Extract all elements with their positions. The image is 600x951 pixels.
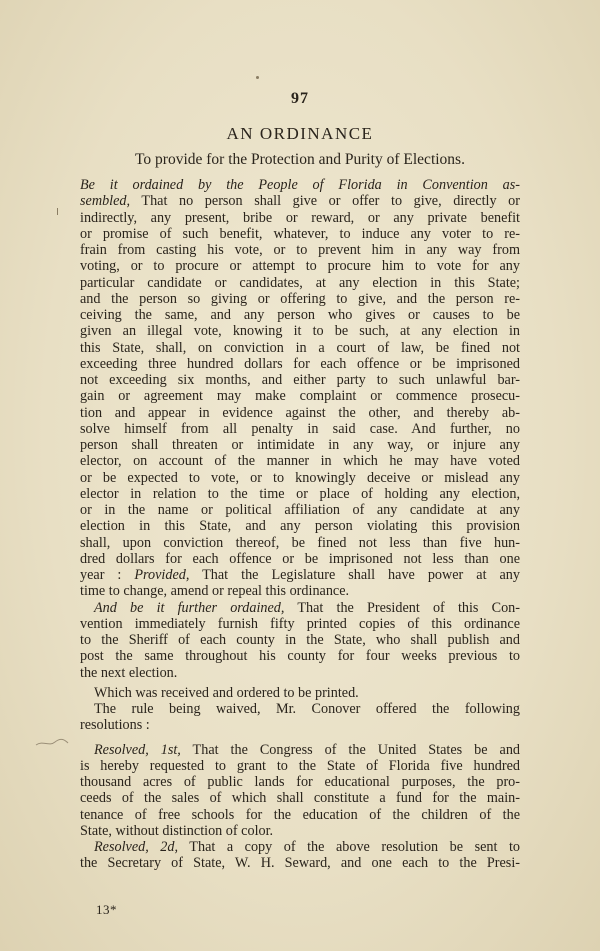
- text-line: [80, 291, 520, 307]
- text-line: [80, 774, 520, 790]
- line-text: not exceeding six months, and either party to such unlawful bar-: [80, 372, 520, 388]
- line-text: or be expected to vote, or to knowingly deceive or mislead any: [80, 469, 520, 486]
- line-text: time to change, amend or repeal this ordinance.: [80, 583, 350, 600]
- text-line: [80, 405, 520, 421]
- line-text: elector in relation to the time or place of holding any election,: [80, 485, 520, 502]
- line-text: year :: [80, 567, 135, 583]
- line-text: to the Sheriff of each county in the State, who shall publish and: [80, 632, 520, 648]
- text-line: [80, 242, 520, 258]
- text-line: [80, 323, 520, 339]
- line-text: given an illegal vote, knowing it to be such, at any election in: [80, 323, 520, 340]
- text-line: [80, 790, 520, 806]
- line-text: resolutions :: [80, 717, 150, 734]
- text-line: [80, 839, 520, 855]
- text-line: [80, 551, 520, 567]
- text-line: [80, 518, 520, 534]
- text-line: [80, 210, 520, 226]
- ordinance-title: AN ORDINANCE: [226, 124, 374, 143]
- line-text: Which was received and ordered to be printed.: [94, 684, 359, 701]
- text-line: [80, 502, 520, 518]
- line-text: That a copy of the above resolution be sent to: [178, 839, 520, 855]
- line-text: post the same throughout his county for four weeks previous to: [80, 648, 520, 665]
- line-text: tion and appear in evidence against the other, and thereby ab-: [80, 404, 520, 421]
- text-line: [80, 275, 520, 291]
- italic-text: Resolved, 1st,: [94, 741, 181, 758]
- line-text: voting, or to procure or attempt to procure him to vote for any: [80, 258, 520, 275]
- text-line: [80, 567, 520, 583]
- line-text: person shall threaten or intimidate in any way, or injure any: [80, 437, 520, 453]
- text-line: [80, 437, 520, 453]
- text-line: [80, 421, 520, 437]
- margin-pencil-mark: [35, 737, 69, 749]
- line-text: tenance of free schools for the education of the children of the: [80, 806, 520, 823]
- line-text: solve himself from all penalty in said case. And further, no: [80, 420, 520, 437]
- line-text: gain or agreement may make complaint or commence prosecu-: [80, 388, 520, 405]
- line-text: That the Congress of the United States be and: [180, 741, 521, 758]
- margin-tick: [57, 208, 58, 215]
- text-line: [80, 372, 520, 388]
- line-text: dred dollars for each offence or be imprisoned not less than one: [80, 550, 520, 567]
- line-text: thousand acres of public lands for educational purposes, the pro-: [80, 774, 520, 790]
- text-line: [80, 258, 520, 274]
- paragraph-gap: [80, 734, 520, 742]
- ordinance-subtitle: To provide for the Protection and Purity of Elections.: [135, 151, 465, 168]
- text-line: [80, 665, 520, 681]
- line-text: That the President of this Con-: [284, 599, 520, 616]
- text-line: [80, 807, 520, 823]
- text-line: [80, 600, 520, 616]
- text-line: [80, 340, 520, 356]
- line-text: frain from casting his vote, or to prevent him in any way from: [80, 242, 520, 258]
- page-number: 97: [291, 90, 309, 107]
- line-text: ceiving the same, and any person who gives or causes to be: [80, 307, 520, 323]
- signature-mark: 13*: [96, 902, 117, 917]
- line-text: particular candidate or candidates, at any election in this State;: [80, 274, 520, 291]
- line-text: ceeds of the sales of which shall constitute a fund for the main-: [80, 790, 520, 807]
- line-text: the next election.: [80, 664, 178, 681]
- line-text: or promise of such benefit, whatever, to induce any voter to re-: [80, 225, 520, 242]
- line-text: exceeding three hundred dollars for each offence or be imprisoned: [80, 355, 520, 372]
- line-text: is hereby requested to grant to the State of Florida five hundred: [80, 757, 520, 774]
- line-text: The rule being waived, Mr. Conover offered the following: [94, 701, 520, 717]
- italic-text: Provided,: [134, 567, 190, 583]
- text-line: [80, 226, 520, 242]
- italic-text: Be it ordained by the People of Florida in Convention as-: [80, 177, 520, 193]
- line-text: vention immediately furnish fifty printed copies of this ordinance: [80, 615, 520, 632]
- text-line: [80, 717, 520, 733]
- line-text: That no person shall give or offer to give, directly or: [130, 193, 520, 210]
- italic-text: And be it further ordained,: [94, 599, 285, 616]
- text-line: [80, 616, 520, 632]
- italic-text: sembled,: [80, 193, 131, 210]
- text-line: [80, 742, 520, 758]
- text-line: [80, 685, 520, 701]
- text-line: [80, 701, 520, 717]
- text-line: [80, 356, 520, 372]
- text-line: [80, 648, 520, 664]
- line-text: indirectly, any present, bribe or reward, or any private benefit: [80, 209, 520, 226]
- text-line: [80, 193, 520, 209]
- line-text: State, without distinction of color.: [80, 822, 274, 839]
- line-text: this State, shall, on conviction in a court of law, be fined not: [80, 339, 520, 356]
- text-line: [80, 758, 520, 774]
- ink-dot: [256, 76, 259, 79]
- text-line: [80, 453, 520, 469]
- text-line: [80, 583, 520, 599]
- line-text: That the Legislature shall have power at any: [189, 567, 520, 583]
- text-line: [80, 632, 520, 648]
- line-text: and the person so giving or offering to give, and the person re-: [80, 290, 520, 307]
- text-line: [80, 177, 520, 193]
- text-line: [80, 470, 520, 486]
- text-line: [80, 823, 520, 839]
- line-text: the Secretary of State, W. H. Seward, and one each to the Presi-: [80, 855, 520, 872]
- text-line: [80, 388, 520, 404]
- line-text: or in the name or political affiliation of any candidate at any: [80, 502, 520, 518]
- text-line: [80, 855, 520, 871]
- line-text: elector, on account of the manner in which he may have voted: [80, 453, 520, 470]
- ordinance-body: [80, 177, 520, 872]
- line-text: shall, upon conviction thereof, be fined not less than five hun-: [80, 534, 520, 551]
- line-text: election in this State, and any person violating this provision: [80, 518, 520, 535]
- text-line: [80, 486, 520, 502]
- text-line: [80, 307, 520, 323]
- text-line: [80, 535, 520, 551]
- italic-text: Resolved, 2d,: [94, 839, 179, 855]
